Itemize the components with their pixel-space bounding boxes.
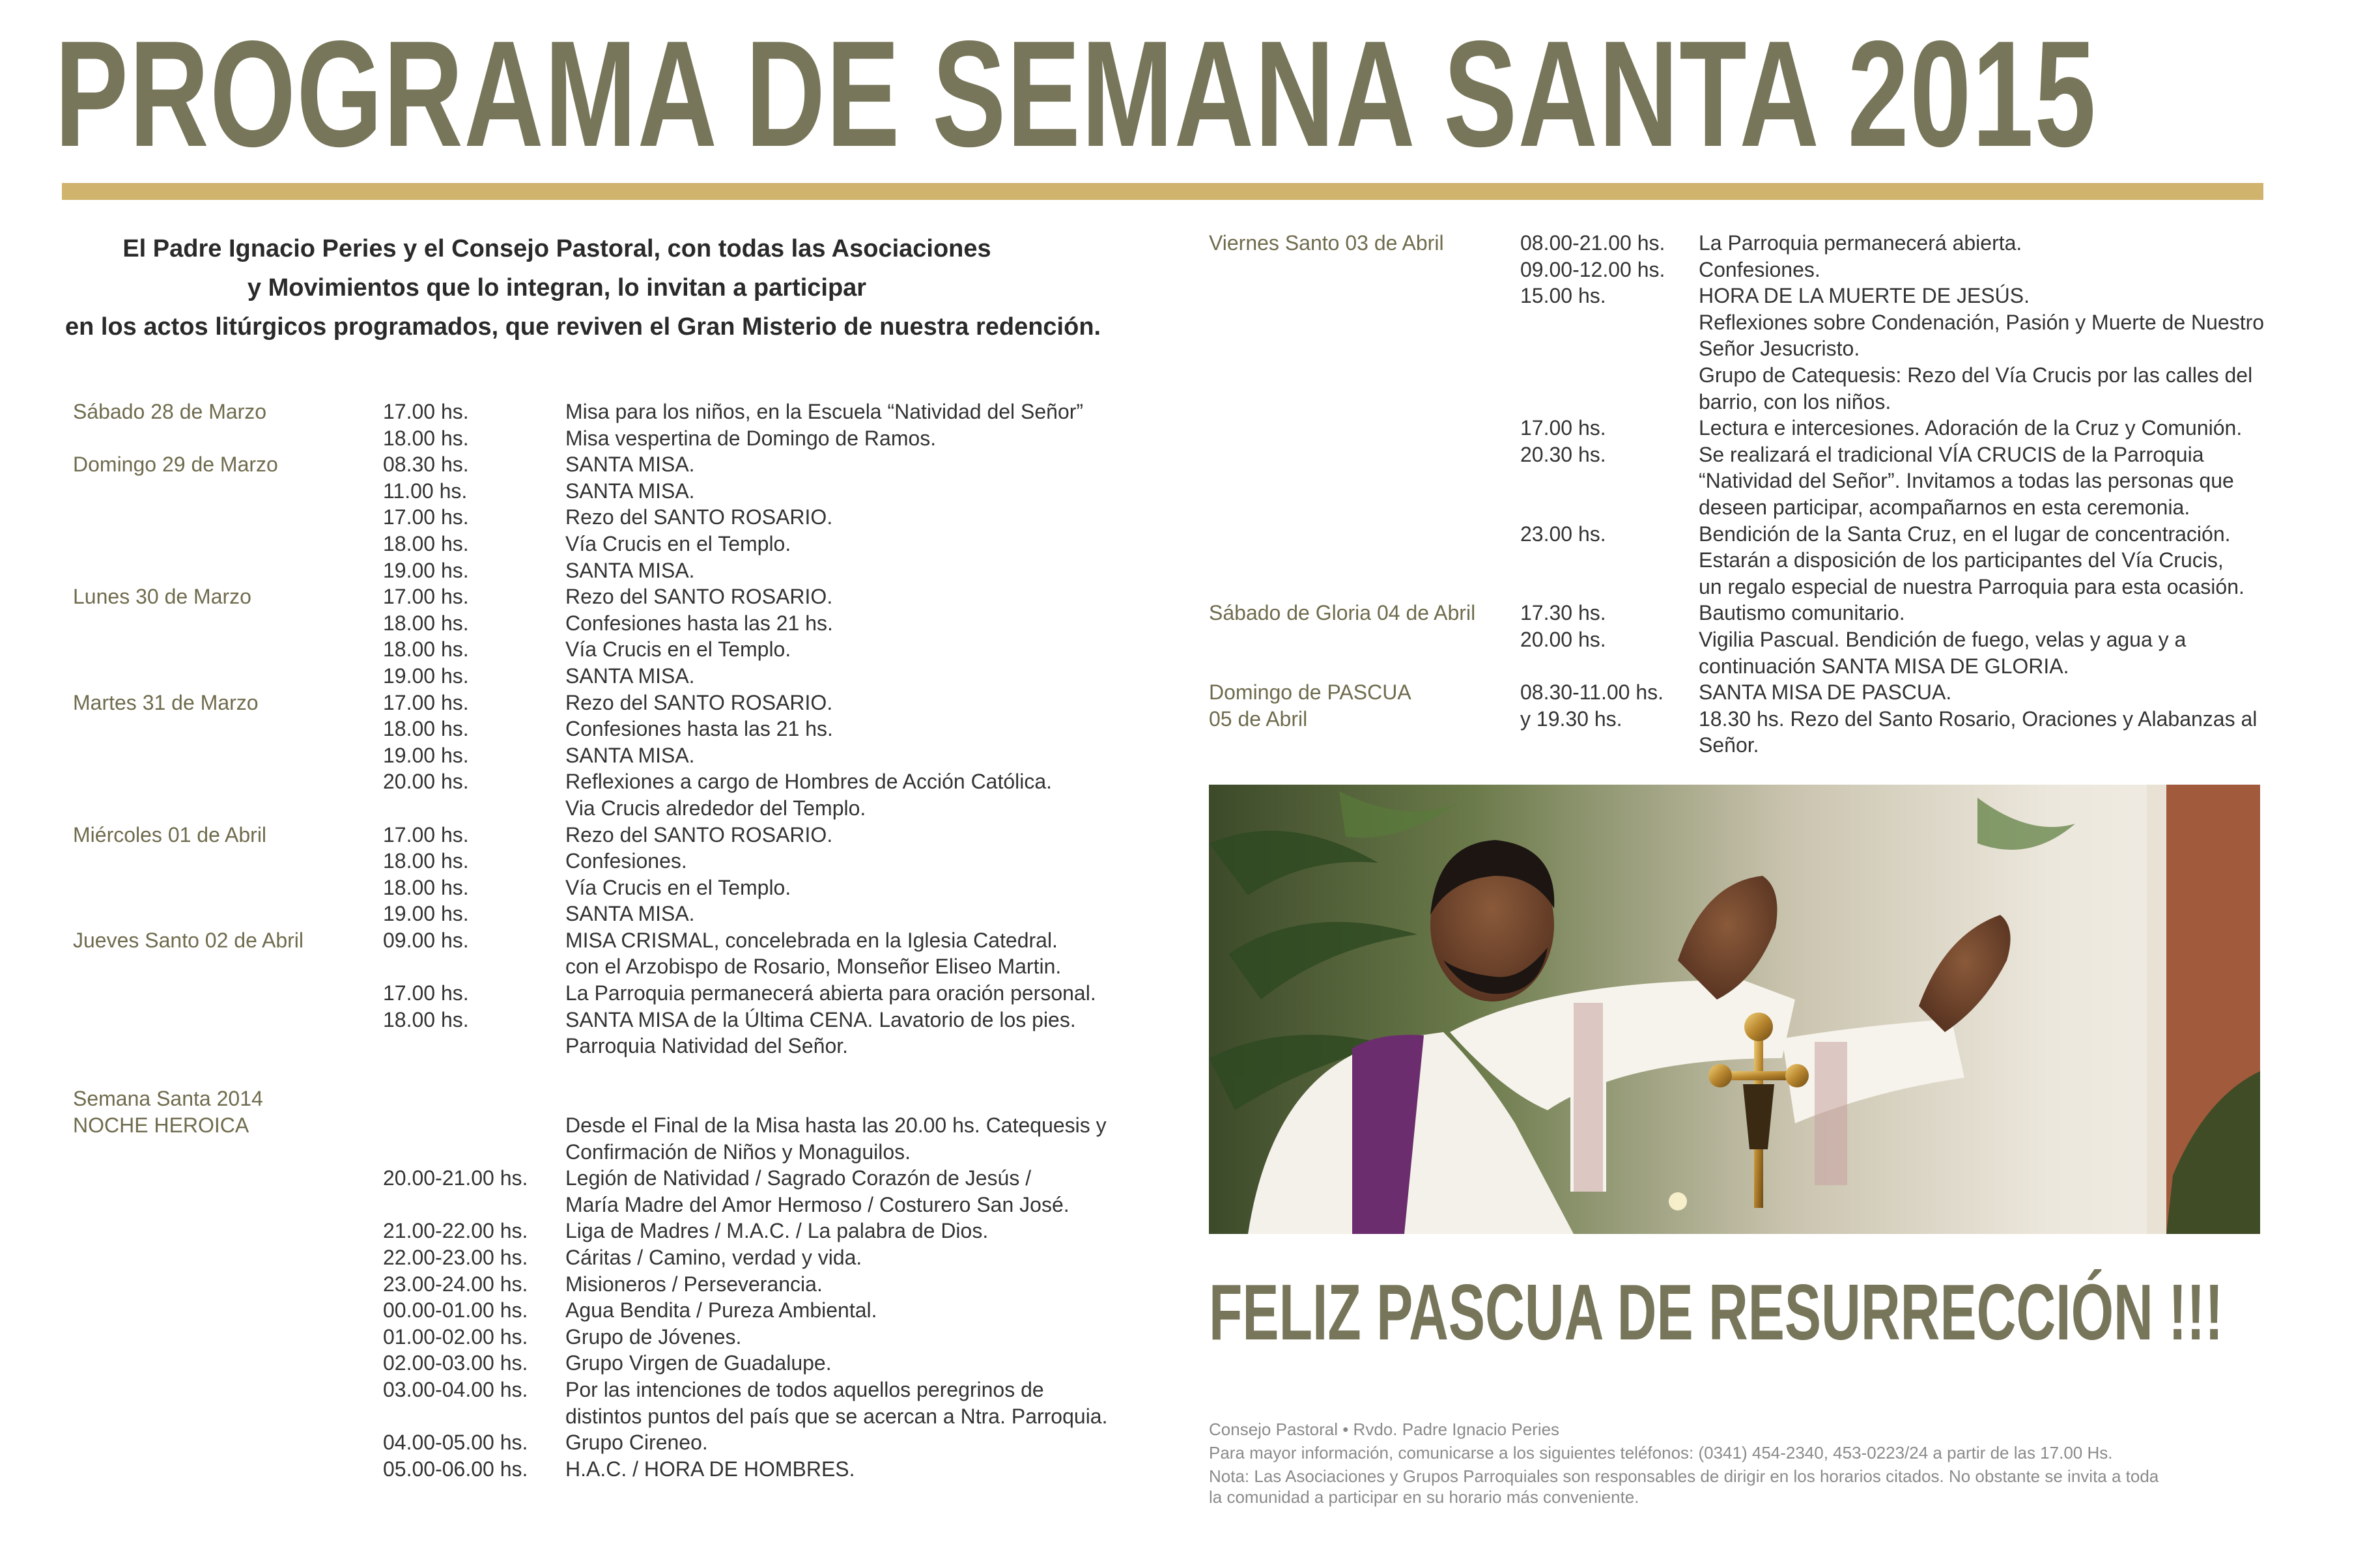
schedule-row — [1209, 600, 2284, 626]
schedule-time: 18.00 hs. — [383, 531, 469, 555]
schedule-activity: Grupo de Catequesis: Rezo del Vía Crucis por las calles del — [1699, 363, 2253, 387]
schedule-activity: Vía Crucis en el Templo. — [565, 637, 791, 662]
schedule-day: Domingo 29 de Marzo — [73, 453, 278, 477]
schedule-activity: Liga de Madres / M.A.C. / La palabra de Dios. — [565, 1219, 989, 1243]
schedule-time: 18.00 hs. — [383, 875, 469, 899]
easter-greeting-headline: FELIZ PASCUA DE RESURRECCIÓN !!! — [1209, 1268, 2224, 1356]
schedule-row — [1209, 494, 2284, 521]
intro-line: El Padre Ignacio Peries y el Consejo Pastoral, con todas las Asociaciones — [122, 235, 991, 262]
schedule-activity: Grupo Cireneo. — [565, 1431, 708, 1455]
schedule-row — [73, 583, 1128, 610]
schedule-activity: un regalo especial de nuestra Parroquia para esta ocasión. — [1699, 574, 2245, 598]
schedule-row — [73, 768, 1128, 795]
schedule-day: Semana Santa 2014 — [73, 1087, 263, 1111]
schedule-activity: Vigilia Pascual. Bendición de fuego, velas y agua y a — [1699, 627, 2187, 651]
schedule-row — [1209, 574, 2284, 600]
schedule-activity: Grupo Virgen de Guadalupe. — [565, 1351, 832, 1375]
schedule-row — [1209, 468, 2284, 494]
schedule-activity: Rezo del SANTO ROSARIO. — [565, 822, 833, 847]
invitation-text — [65, 229, 1101, 346]
schedule-time: 17.00 hs. — [383, 400, 469, 423]
schedule-time: 02.00-03.00 hs. — [383, 1351, 528, 1375]
schedule-activity: barrio, con los niños. — [1699, 389, 1891, 413]
schedule-activity: Grupo de Jóvenes. — [565, 1324, 742, 1349]
schedule-row — [73, 1112, 1128, 1139]
schedule-row — [73, 557, 1128, 584]
schedule-left-column — [73, 399, 1128, 1482]
schedule-row — [73, 795, 1128, 822]
schedule-time: 03.00-04.00 hs. — [383, 1377, 528, 1401]
schedule-time: 20.30 hs. — [1520, 442, 1606, 466]
schedule-activity: Parroquia Natividad del Señor. — [565, 1034, 849, 1058]
footer-info — [1209, 1418, 2264, 1507]
schedule-row — [1209, 389, 2284, 415]
schedule-row — [1209, 679, 2284, 706]
schedule-row — [73, 1165, 1128, 1192]
footer-contact: Consejo Pastoral • Rvdo. Padre Ignacio Peries — [1209, 1420, 1560, 1439]
schedule-time: 18.00 hs. — [383, 849, 469, 873]
schedule-time: 23.00 hs. — [1520, 522, 1606, 546]
schedule-time: 04.00-05.00 hs. — [383, 1431, 528, 1455]
schedule-time: 11.00 hs. — [383, 479, 468, 503]
schedule-activity: SANTA MISA de la Última CENA. Lavatorio de los pies. — [565, 1007, 1076, 1031]
schedule-time: 17.00 hs. — [1520, 416, 1606, 440]
schedule-row — [1209, 626, 2284, 653]
schedule-activity: Desde el Final de la Misa hasta las 20.00 hs. Catequesis y — [565, 1113, 1107, 1138]
schedule-activity: Confirmación de Niños y Monaguilos. — [565, 1140, 911, 1164]
schedule-time: 20.00-21.00 hs. — [383, 1166, 528, 1190]
schedule-row — [73, 1007, 1128, 1033]
schedule-day: Lunes 30 de Marzo — [73, 585, 251, 609]
schedule-activity: Confesiones. — [1699, 257, 1820, 281]
schedule-time: 08.00-21.00 hs. — [1520, 231, 1665, 255]
schedule-row — [73, 1085, 1128, 1112]
schedule-row — [73, 425, 1128, 452]
schedule-time: 09.00-12.00 hs. — [1520, 257, 1665, 281]
schedule-activity: 18.30 hs. Rezo del Santo Rosario, Oraciones y Alabanzas al — [1699, 707, 2258, 731]
schedule-time: 19.00 hs. — [383, 902, 469, 926]
schedule-time: 00.00-01.00 hs. — [383, 1298, 528, 1323]
schedule-activity: Se realizará el tradicional VÍA CRUCIS de la Parroquia — [1699, 442, 2204, 466]
schedule-row — [73, 1350, 1128, 1377]
schedule-row — [73, 1429, 1128, 1456]
schedule-row — [73, 980, 1128, 1007]
schedule-row — [73, 822, 1128, 848]
schedule-time: 17.00 hs. — [383, 822, 469, 847]
schedule-time: 08.30 hs. — [383, 453, 469, 477]
schedule-time: 23.00-24.00 hs. — [383, 1272, 528, 1296]
schedule-right-column — [1209, 230, 2284, 759]
schedule-row — [73, 953, 1128, 980]
priest-blessing-photo — [1209, 785, 2260, 1234]
schedule-time: 18.00 hs. — [383, 611, 469, 635]
footer-phones: Para mayor información, comunicarse a los siguientes teléfonos: (0341) 454-2340, 453-0223/24 a partir de las 17.00 Hs. — [1209, 1443, 2113, 1463]
schedule-activity: Agua Bendita / Pureza Ambiental. — [565, 1298, 877, 1323]
schedule-row — [73, 610, 1128, 637]
schedule-activity: Misioneros / Perseverancia. — [565, 1272, 823, 1296]
schedule-activity: Misa para los niños, en la Escuela “Natividad del Señor” — [565, 400, 1084, 423]
schedule-time: 18.00 hs. — [383, 426, 469, 450]
schedule-row — [73, 1033, 1128, 1059]
schedule-row — [1209, 732, 2284, 759]
schedule-time: 01.00-02.00 hs. — [383, 1324, 528, 1349]
schedule-activity: Confesiones hasta las 21 hs. — [565, 611, 833, 635]
schedule-activity: SANTA MISA. — [565, 479, 695, 503]
schedule-time: 08.30-11.00 hs. — [1520, 680, 1664, 705]
schedule-row — [1209, 441, 2284, 468]
schedule-day: Jueves Santo 02 de Abril — [73, 928, 304, 952]
schedule-row — [73, 1218, 1128, 1244]
schedule-row — [1209, 547, 2284, 574]
schedule-time: 15.00 hs. — [1520, 284, 1606, 308]
schedule-row — [1209, 230, 2284, 257]
schedule-activity: María Madre del Amor Hermoso / Costurero San José. — [565, 1192, 1069, 1216]
schedule-row — [73, 1059, 1128, 1086]
schedule-time: 19.00 hs. — [383, 664, 469, 688]
schedule-activity: con el Arzobispo de Rosario, Monseñor Eliseo Martin. — [565, 955, 1062, 979]
schedule-row — [73, 716, 1128, 742]
schedule-time: 20.00 hs. — [383, 770, 469, 794]
schedule-activity: Bendición de la Santa Cruz, en el lugar de concentración. — [1699, 522, 2231, 546]
schedule-activity: Rezo del SANTO ROSARIO. — [565, 690, 833, 714]
schedule-activity: MISA CRISMAL, concelebrada en la Iglesia Catedral. — [565, 928, 1058, 952]
schedule-row — [73, 742, 1128, 769]
schedule-row — [73, 1324, 1128, 1351]
schedule-activity: Lectura e intercesiones. Adoración de la Cruz y Comunión. — [1699, 416, 2243, 440]
schedule-activity: Vía Crucis en el Templo. — [565, 531, 791, 555]
schedule-time: 05.00-06.00 hs. — [383, 1457, 528, 1481]
schedule-time: 17.00 hs. — [383, 690, 469, 714]
schedule-row — [73, 875, 1128, 901]
schedule-row — [1209, 309, 2284, 336]
schedule-activity: H.A.C. / HORA DE HOMBRES. — [565, 1457, 855, 1481]
schedule-day: 05 de Abril — [1209, 707, 1308, 731]
schedule-activity: distintos puntos del país que se acercan a Ntra. Parroquia. — [565, 1404, 1108, 1428]
schedule-activity: Por las intenciones de todos aquellos peregrinos de — [565, 1377, 1044, 1401]
schedule-time: 17.00 hs. — [383, 981, 469, 1005]
schedule-row — [73, 1456, 1128, 1483]
schedule-activity: Vía Crucis en el Templo. — [565, 875, 791, 899]
footer-note-line: Nota: Las Asociaciones y Grupos Parroquiales son responsables de dirigir en los horarios citados. No obstante se invita a toda — [1209, 1466, 2159, 1486]
schedule-row — [73, 848, 1128, 875]
schedule-day: Viernes Santo 03 de Abril — [1209, 231, 1444, 255]
schedule-row — [73, 504, 1128, 531]
schedule-row — [1209, 521, 2284, 548]
schedule-time: 18.00 hs. — [383, 717, 469, 741]
schedule-activity: Legión de Natividad / Sagrado Corazón de Jesús / — [565, 1166, 1032, 1190]
intro-line: y Movimientos que lo integran, lo invitan a participar — [247, 274, 867, 301]
schedule-time: 19.00 hs. — [383, 743, 469, 767]
schedule-row — [73, 663, 1128, 690]
schedule-activity: deseen participar, acompañarnos en esta ceremonia. — [1699, 495, 2190, 519]
schedule-row — [73, 531, 1128, 557]
schedule-day: Martes 31 de Marzo — [73, 690, 259, 714]
schedule-activity: Reflexiones sobre Condenación, Pasión y Muerte de Nuestro — [1699, 310, 2265, 334]
schedule-time: 21.00-22.00 hs. — [383, 1219, 528, 1243]
schedule-time: 20.00 hs. — [1520, 627, 1606, 651]
schedule-activity: Cáritas / Camino, verdad y vida. — [565, 1246, 862, 1269]
schedule-row — [1209, 362, 2284, 389]
schedule-row — [73, 451, 1128, 478]
schedule-row — [1209, 335, 2284, 362]
title-divider — [62, 183, 2263, 200]
page-title: PROGRAMA DE SEMANA SANTA 2015 — [55, 10, 2097, 178]
schedule-activity: Misa vespertina de Domingo de Ramos. — [565, 426, 937, 450]
schedule-row — [73, 636, 1128, 663]
schedule-row — [73, 1192, 1128, 1218]
schedule-row — [1209, 653, 2284, 680]
schedule-time: 19.00 hs. — [383, 558, 469, 582]
schedule-activity: La Parroquia permanecerá abierta para oración personal. — [565, 981, 1096, 1005]
schedule-time: 17.30 hs. — [1520, 601, 1606, 625]
schedule-row — [73, 1403, 1128, 1430]
schedule-row — [1209, 257, 2284, 283]
schedule-row — [1209, 706, 2284, 733]
schedule-row — [73, 1244, 1128, 1271]
schedule-activity: continuación SANTA MISA DE GLORIA. — [1699, 654, 2069, 678]
schedule-day: Miércoles 01 de Abril — [73, 822, 267, 847]
schedule-activity: Bautismo comunitario. — [1699, 601, 1905, 625]
schedule-activity: Rezo del SANTO ROSARIO. — [565, 585, 833, 609]
schedule-activity: Reflexiones a cargo de Hombres de Acción Católica. — [565, 770, 1053, 794]
schedule-day: Domingo de PASCUA — [1209, 680, 1411, 705]
footer-note-line: la comunidad a participar en su horario más conveniente. — [1209, 1487, 1639, 1507]
schedule-row — [73, 690, 1128, 716]
schedule-activity: La Parroquia permanecerá abierta. — [1699, 231, 2022, 255]
schedule-activity: SANTA MISA. — [565, 664, 695, 688]
schedule-row — [73, 901, 1128, 927]
schedule-activity: SANTA MISA. — [565, 902, 695, 926]
schedule-day: NOCHE HEROICA — [73, 1113, 249, 1138]
schedule-activity: “Natividad del Señor”. Invitamos a todas las personas que — [1699, 469, 2234, 493]
schedule-time: 17.00 hs. — [383, 505, 469, 529]
schedule-time: 22.00-23.00 hs. — [383, 1246, 528, 1269]
schedule-row — [73, 1377, 1128, 1403]
schedule-row — [73, 1139, 1128, 1166]
schedule-row — [73, 399, 1128, 425]
schedule-row — [73, 927, 1128, 954]
schedule-row — [1209, 283, 2284, 309]
schedule-day: Sábado de Gloria 04 de Abril — [1209, 601, 1476, 625]
schedule-activity: Rezo del SANTO ROSARIO. — [565, 505, 833, 529]
schedule-activity: SANTA MISA DE PASCUA. — [1699, 680, 1952, 705]
schedule-activity: Via Crucis alrededor del Templo. — [565, 796, 866, 820]
schedule-day: Sábado 28 de Marzo — [73, 400, 267, 423]
footer-note — [1209, 1466, 2264, 1507]
schedule-activity: Confesiones. — [565, 849, 687, 873]
schedule-activity: Estarán a disposición de los participantes del Vía Crucis, — [1699, 548, 2224, 572]
schedule-time: 18.00 hs. — [383, 637, 469, 662]
schedule-activity: SANTA MISA. — [565, 453, 695, 477]
schedule-row — [73, 478, 1128, 505]
schedule-time: y 19.30 hs. — [1520, 707, 1622, 731]
schedule-activity: SANTA MISA. — [565, 743, 695, 767]
schedule-activity: Confesiones hasta las 21 hs. — [565, 717, 833, 741]
schedule-activity: HORA DE LA MUERTE DE JESÚS. — [1699, 284, 2030, 308]
schedule-time: 09.00 hs. — [383, 928, 469, 952]
schedule-row — [1209, 415, 2284, 441]
schedule-row — [73, 1271, 1128, 1298]
schedule-time: 17.00 hs. — [383, 585, 469, 609]
schedule-activity: SANTA MISA. — [565, 558, 695, 582]
schedule-activity: Señor Jesucristo. — [1699, 337, 1860, 361]
schedule-row — [73, 1297, 1128, 1324]
schedule-activity: Señor. — [1699, 733, 1759, 757]
intro-line: en los actos litúrgicos programados, que reviven el Gran Misterio de nuestra redención. — [65, 313, 1101, 341]
schedule-time: 18.00 hs. — [383, 1007, 469, 1031]
